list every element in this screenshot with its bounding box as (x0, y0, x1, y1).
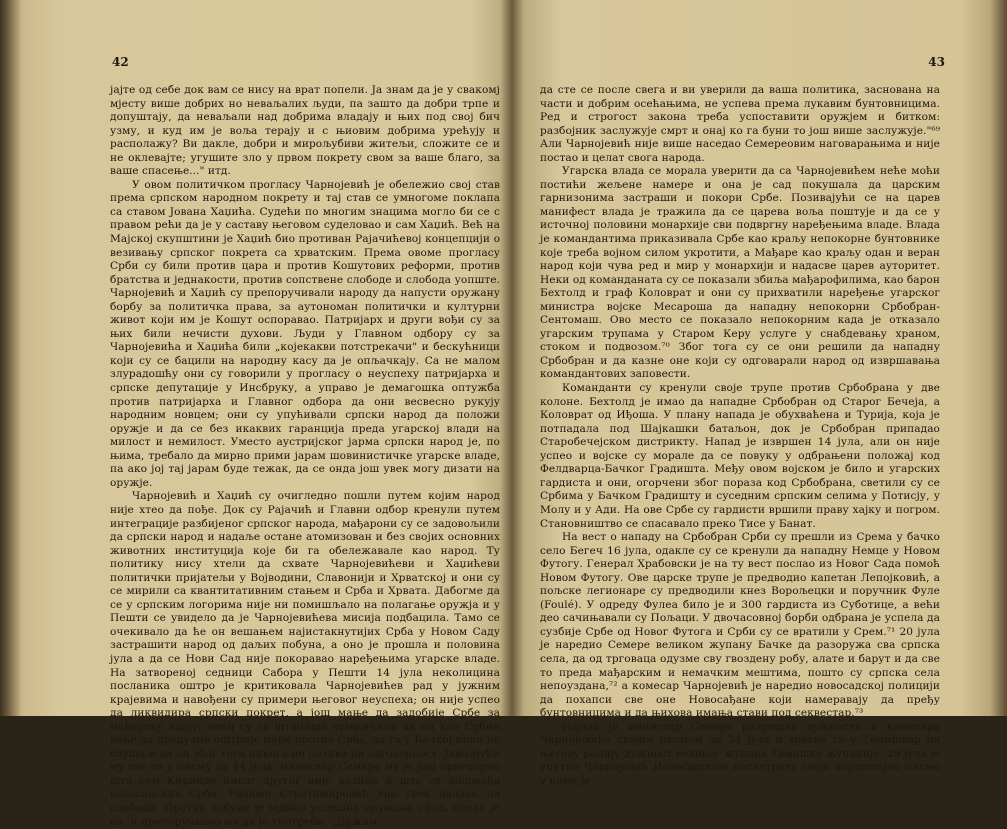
paragraph: да сте се после свега и ви уверили да ваша политика, заснована на части и добрим осећањима, не успева према лукавим бунтовницима. Ред и строгост закона треба успоставити оружјем и битком: разбојник заслужује смрт и онај ко га буни то још више заслужује."⁶⁹ Али Чарнојевић није више наседао Семереовим наговарањима и није постао и целат свога народа. (540, 84, 940, 164)
page-body (540, 84, 940, 788)
paragraph: јајте од себе док вам се нису на врат попели. Ја знам да је у свакомј мјесту више добрих но неваљалих људи, па зашто да добри трпе и допуштају, да неваљали над добрима владају и њих под свој бич узму, и куд им је воља терају и с њиовим добрима урећују и располажу? Ви дакле, добри и мирољубиви житељи, сложите се и не оклевајте; угушите зло у првом покрету свом за ваше благо, за ваше спасење..." итд. (110, 84, 500, 178)
paragraph: На вест о нападу на Србобран Срби су прешли из Срема у бачко село Бегеч 16 јула, одакле су се кренули да нападну Немце у Новом Футогу. Генерал Храбовски је на ту вест послао из Новог Сада помоћ Новом Футогу. Ове царске трупе је предводио капетан Лепојковић, а пољске легионаре су предводили кнез Ворољецки и поручник Фуле (Foulé). У одреду Фулеа било је и 300 гардиста из Суботице, а већи део сачињавали су Пољаци. У двочасовној борби одбрана је успела да сузбије Србе од Новог Футога и Срби су се вратили у Срем.⁷¹ 20 јула је наредио Семере великом жупану Бачке да разоружа сва српска села, да од трговаца одузме сву гвоздену робу, алате и барут и да све то преда мађарским и немачким мештима, пошто су српска села непоуздана,⁷² а комесар Чарнојевић је наредио новосадској полицији да похапси све оне Новосађане који намеравају да пређу бунтовницима и да њихова имања стави под секвестар.⁷³ (540, 531, 940, 720)
page-body (110, 84, 500, 829)
page-number: 42 (112, 55, 129, 69)
page-number: 43 (928, 55, 945, 69)
right-page (516, 0, 1007, 787)
paragraph: У овом политичком прогласу Чарнојевић је обележио свој став према српском народном покрету и тај став се умногоме поклапа са ставом Јована Хаџића. Судећи по многим знацима могло би се с правом рећи да је у саставу његовом суделовао и сам Хаџић. Већ на Мајској скупштини је Хаџић био противан Рајачићевој концепцији о везивању српског покрета са хрватским. Према овоме прогласу Срби су били против цара и против Кошутових реформи, против братства и једнакости, против сопствене слободе и слобода уопште. Чарнојевић и Хаџић су препоручивали народу да напусти оружану борбу за политичка права, за аутономан политички и културни живот који им је Кошут оспоравао. Патријарх и други вођи су за њих били нечисти духови. Људи у Главном одбору су за Чарнојевића и Хаџића били „којекакви потстрекачи" и бескућници који су се бацили на народну касу да је опљачкају. Са не малом злурадошћу они су говорили у прогласу о неуспеху патријарха и српске депутације у Инсбруку, а управо је демагошка оптужба против патријарха и Главног одбора да они весвесно рукују народним новцем; они су упућивали српски народ да положи оружје и да се без икаквих гаранција преда угарској влади на милост и немилост. Уместо аустријског јарма српски народ је, по њима, требало да мирно прими јарам шовинистичке угарске владе, па ако јој тај јарам буде тежак, да се онда још увек могу дизати на оружје. (110, 178, 500, 489)
paragraph: Команданти су кренули своје трупе против Србобрана у две колоне. Бехтолд је имао да нападне Србобран од Старог Бечеја, а Коловрат од Иђоша. У плану напада је обухваћена и Турија, која је потпадала под Шајкашки батаљон, док је Србобран припадао Старобечејском дистрикту. Напад је извршен 14 јула, али он није успео и војске су морале да се повуку у одбрањени положај код Фелдварца-Бачког Градишта. Међу овом војском је било и угарских гардиста и они, огорчени због пораза код Србобрана, светили су се Србима у Бачком Градишту и суседним српским селима у Потисју, у Молу и у Ади. На ове Србе су гардисти вршили праву хајку и погром. Становништво се спасавало преко Тисе у Банат. (540, 382, 940, 530)
paragraph: Најзад је министар Семере разрешио дужности и комесара Чарнојевића својим писмом од 24 јула и вратио га у Темишвар на његову ранију дужност великог жупана Тамишке жупаније. 29 јула је упутио Чарнојевић Новосадском магистрату своје опроштајно писмо у коме је (540, 720, 940, 787)
paragraph: Чарнојевић и Хаџић су очигледно пошли путем којим народ није хтео да пође. Док су Рајачић и Главни одбор кренули путем интеграције разбијеног српског народа, мађарони су се задовољили да српски народ и надаље остане атомизован и без својих основних животних институција које би га обележавале као народ. Ту политику нису хтели да схвате Чарнојевићеви и Хаџићеви политички пријатељи у Војводини, Славонији и Хрватској и они су се мирили са квантитативним стањем и Срба и Хрвата. Дабогме да се у српским логорима није ни помишљало на полагање оружја и у Пешти се увидело да је Чарнојевићева мисија подбацила. Тамо се очекивало да ће он вешањем најистакнутијих Срба у Новом Саду застрашити народ од даљих побуна, а оно је прошла и половина јула а да се Нови Сад није покоравао наређењима угарске владе. На затвореној седници Сабора у Пешти 14 јула неколицина посланика оштро је критиковала Чарнојевићев рад у јужним крајевима и навођени су примери његовог неуспеха; он није успео да ликвидира српски покрет, а још мање да задобије Србе за мађарску идеју; неки су га штапише сумњичили да он као Србин неће да предузме оштрије мере против Срба, да га у Бачкој нико не слуша и да он због тога никога не позива на одговорност. Јављајући му све то у писму од 14 јула, министар Семере му је још пригоорио што сем Кикинде никог другог није казнио и што се коловођа новосадских Срба, Радивој Стратимировић још увек налази на слободи. Против побуне је једино успешна оружана сила, писао је он, и препоручивао му да је употреби. „Држим (110, 490, 500, 828)
paragraph: Угарска влада се морала уверити да са Чарнојевићем неће моћи постићи жељене намере и она је сад покушала да царским гарнизонима застраши и покори Србе. Позивајући се на царев манифест влада је тражила да се царева воља поштује и да се у источној половини монархије сви подвргну наређењима владе. Влада је командантима приказивала Србе као краљу непокорне бунтовнике које треба војном силом укротити, а Мађаре као краљу одан и веран народ који чува ред и мир у монархији и надасве царев ауторитет. Неки од команданата су се показали збиља мађарофилима, као барон Бехтолд и граф Коловрат и они су прихватили наређење угарског министра војске Месароша да нападну непокорни Србобран-Сентомаш. Ово место се показало непокорним када је отказало угарским трупама у Старом Керу услуге у снабдевању храном, стоком и подвозом.⁷⁰ Због тога су се они решили да нападну Србобран и да казне оне који су одговарали народ од извршавања командантових заповести. (540, 165, 940, 381)
